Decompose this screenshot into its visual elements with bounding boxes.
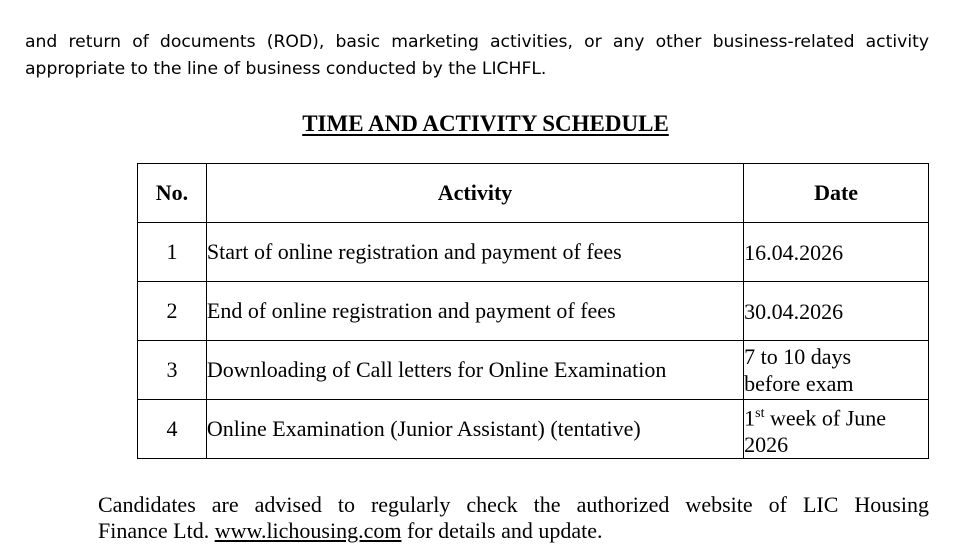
intro-line-1: and return of documents (ROD), basic marketing activities, or any other business-related activity	[25, 32, 929, 52]
row-activity: Online Examination (Junior Assistant) (tentative)	[206, 400, 743, 459]
footer-text-after-link: for details and update.	[401, 518, 603, 543]
table-header-row	[138, 164, 929, 223]
header-activity: Activity	[206, 164, 743, 223]
row-date-rest: week of June	[764, 405, 887, 431]
footer-note	[98, 492, 929, 544]
intro-paragraph	[25, 29, 929, 83]
row-date	[744, 400, 929, 459]
website-link[interactable]: www.lichousing.com	[214, 518, 402, 543]
row-date-line-2: 2026	[744, 432, 789, 458]
row-date-ordinal: st	[755, 406, 765, 421]
table-row	[138, 282, 929, 341]
intro-line-2: appropriate to the line of business conducted by the LICHFL.	[25, 59, 547, 79]
row-date-line-1: 7 to 10 days	[744, 344, 852, 369]
footer-line-1: Candidates are advised to regularly check the authorized website of LIC Housing	[98, 492, 929, 517]
row-date: 16.04.2026	[744, 223, 929, 282]
row-no: 4	[138, 400, 207, 459]
row-date	[744, 341, 929, 400]
schedule-heading	[0, 110, 971, 138]
header-date: Date	[744, 164, 929, 223]
row-activity: End of online registration and payment of fees	[206, 282, 743, 341]
footer-line-2	[98, 518, 929, 544]
row-date: 30.04.2026	[744, 282, 929, 341]
row-activity: Start of online registration and payment of fees	[206, 223, 743, 282]
table-row	[138, 341, 929, 400]
row-activity: Downloading of Call letters for Online Examination	[206, 341, 743, 400]
row-date-line-2: before exam	[744, 371, 854, 396]
table-row	[138, 223, 929, 282]
schedule-heading-text: TIME AND ACTIVITY SCHEDULE	[302, 111, 669, 136]
row-no: 1	[138, 223, 207, 282]
row-date-number: 1	[744, 405, 756, 431]
table-row	[138, 400, 929, 459]
row-no: 3	[138, 341, 207, 400]
row-no: 2	[138, 282, 207, 341]
footer-text-before-link: Finance Ltd.	[98, 518, 215, 543]
schedule-table	[137, 163, 929, 459]
header-no: No.	[138, 164, 207, 223]
